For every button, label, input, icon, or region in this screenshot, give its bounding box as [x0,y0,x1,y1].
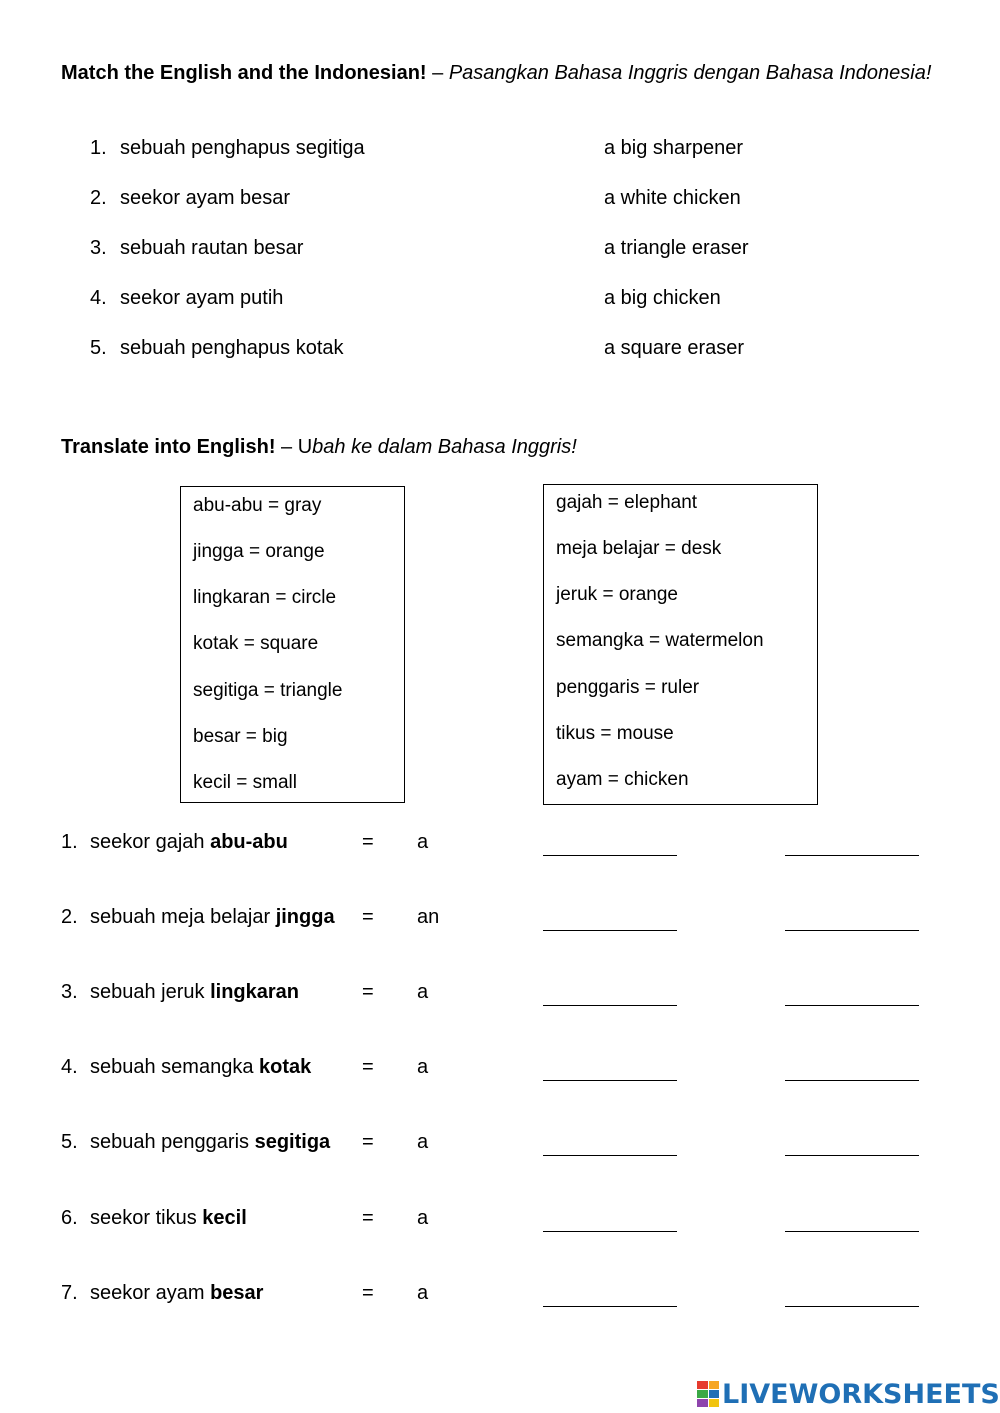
question-number: 6. [61,1207,78,1229]
question-phrase [90,1207,247,1230]
translate-question [0,906,1000,936]
translate-question [0,831,1000,861]
answer-blank-1[interactable] [543,1056,677,1081]
match-left-item[interactable] [90,187,290,210]
vocab-entry: kotak = square [193,633,319,654]
translate-question [0,1131,1000,1161]
vocab-entry: jingga = orange [193,541,325,562]
phrase-text: sebuah penggaris [90,1131,255,1153]
match-left-item[interactable] [90,337,344,360]
liveworksheets-logo [697,1378,1000,1410]
phrase-keyword: lingkaran [210,981,299,1003]
translate-instruction-italic: bah ke dalam Bahasa Inggris! [312,436,577,458]
answer-blank-2[interactable] [785,906,919,931]
item-number: 5. [90,337,107,359]
vocab-entry: meja belajar = desk [556,538,722,559]
translate-instruction-dash: – U [275,436,313,458]
article: a [417,1056,429,1078]
translate-question [0,1056,1000,1086]
answer-blank-2[interactable] [785,1056,919,1081]
vocab-entry: besar = big [193,726,288,747]
question-number: 4. [61,1056,78,1078]
vocab-entry: jeruk = orange [556,584,678,605]
equals-sign: = [362,1131,374,1153]
vocab-entry: ayam = chicken [556,769,689,790]
answer-blank-1[interactable] [543,981,677,1006]
question-phrase [90,831,288,854]
phrase-keyword: kecil [202,1207,247,1229]
equals-sign: = [362,1282,374,1304]
vocab-entry: abu-abu = gray [193,495,322,516]
match-instruction-italic: Pasangkan Bahasa Inggris dengan Bahasa Indonesia! [448,62,932,84]
logo-square [697,1381,708,1389]
phrase-text: seekor tikus [90,1207,203,1229]
phrase-text: sebuah semangka [90,1056,260,1078]
equals-sign: = [362,981,374,1003]
match-right-item[interactable]: a square eraser [604,337,745,359]
logo-square [709,1399,720,1407]
translate-question [0,981,1000,1011]
vocab-entry: tikus = mouse [556,723,674,744]
vocab-box-colors-shapes [180,486,405,803]
answer-blank-2[interactable] [785,981,919,1006]
item-text: sebuah rautan besar [120,237,304,259]
answer-blank-2[interactable] [785,1207,919,1232]
phrase-text: seekor ayam [90,1282,211,1304]
match-left-item[interactable] [90,287,283,310]
equals-sign: = [362,1056,374,1078]
question-phrase [90,906,335,929]
translate-instruction-bold: Translate into English! [61,436,276,458]
logo-square [709,1390,720,1398]
translate-instruction [61,436,577,459]
vocab-box-nouns [543,484,818,805]
item-text: sebuah penghapus segitiga [120,137,365,159]
question-number: 2. [61,906,78,928]
phrase-keyword: kotak [259,1056,312,1078]
item-number: 4. [90,287,107,309]
question-number: 3. [61,981,78,1003]
match-left-item[interactable] [90,237,303,260]
phrase-text: sebuah meja belajar [90,906,276,928]
logo-text: LIVEWORKSHEETS [722,1378,1000,1410]
item-text: sebuah penghapus kotak [120,337,344,359]
item-number: 3. [90,237,107,259]
phrase-keyword: jingga [275,906,335,928]
article: a [417,1131,429,1153]
vocab-entry: lingkaran = circle [193,587,337,608]
question-number: 5. [61,1131,78,1153]
answer-blank-1[interactable] [543,831,677,856]
match-right-item[interactable]: a big sharpener [604,137,743,159]
answer-blank-1[interactable] [543,1207,677,1232]
answer-blank-1[interactable] [543,906,677,931]
phrase-text: sebuah jeruk [90,981,211,1003]
question-phrase [90,981,299,1004]
logo-square [709,1381,720,1389]
vocab-entry: semangka = watermelon [556,630,764,651]
vocab-entry: gajah = elephant [556,492,698,513]
question-number: 1. [61,831,78,853]
match-instruction-dash: – [426,62,449,84]
article: a [417,831,429,853]
logo-square [697,1399,708,1407]
phrase-keyword: abu-abu [210,831,288,853]
match-right-item[interactable]: a triangle eraser [604,237,749,259]
article: a [417,981,429,1003]
match-instruction [61,60,939,86]
equals-sign: = [362,906,374,928]
item-text: seekor ayam putih [120,287,284,309]
answer-blank-1[interactable] [543,1131,677,1156]
item-text: seekor ayam besar [120,187,291,209]
match-left-item[interactable] [90,137,365,160]
question-phrase [90,1282,263,1305]
translate-question [0,1282,1000,1312]
vocab-entry: kecil = small [193,772,297,793]
phrase-keyword: besar [210,1282,264,1304]
vocab-entry: segitiga = triangle [193,680,343,701]
translate-question [0,1207,1000,1237]
answer-blank-2[interactable] [785,831,919,856]
logo-square [697,1390,708,1398]
item-number: 1. [90,137,107,159]
phrase-text: seekor gajah [90,831,211,853]
item-number: 2. [90,187,107,209]
answer-blank-2[interactable] [785,1131,919,1156]
liveworksheets-mark-icon [697,1381,719,1407]
match-instruction-bold: Match the English and the Indonesian! [61,62,427,84]
question-phrase [90,1056,311,1079]
phrase-keyword: segitiga [254,1131,331,1153]
answer-blank-2[interactable] [785,1282,919,1307]
answer-blank-1[interactable] [543,1282,677,1307]
match-right-item[interactable]: a big chicken [604,287,721,309]
question-number: 7. [61,1282,78,1304]
vocab-entry: penggaris = ruler [556,677,700,698]
match-right-item[interactable]: a white chicken [604,187,741,209]
equals-sign: = [362,831,374,853]
article: an [417,906,440,928]
article: a [417,1207,429,1229]
article: a [417,1282,429,1304]
equals-sign: = [362,1207,374,1229]
question-phrase [90,1131,330,1154]
